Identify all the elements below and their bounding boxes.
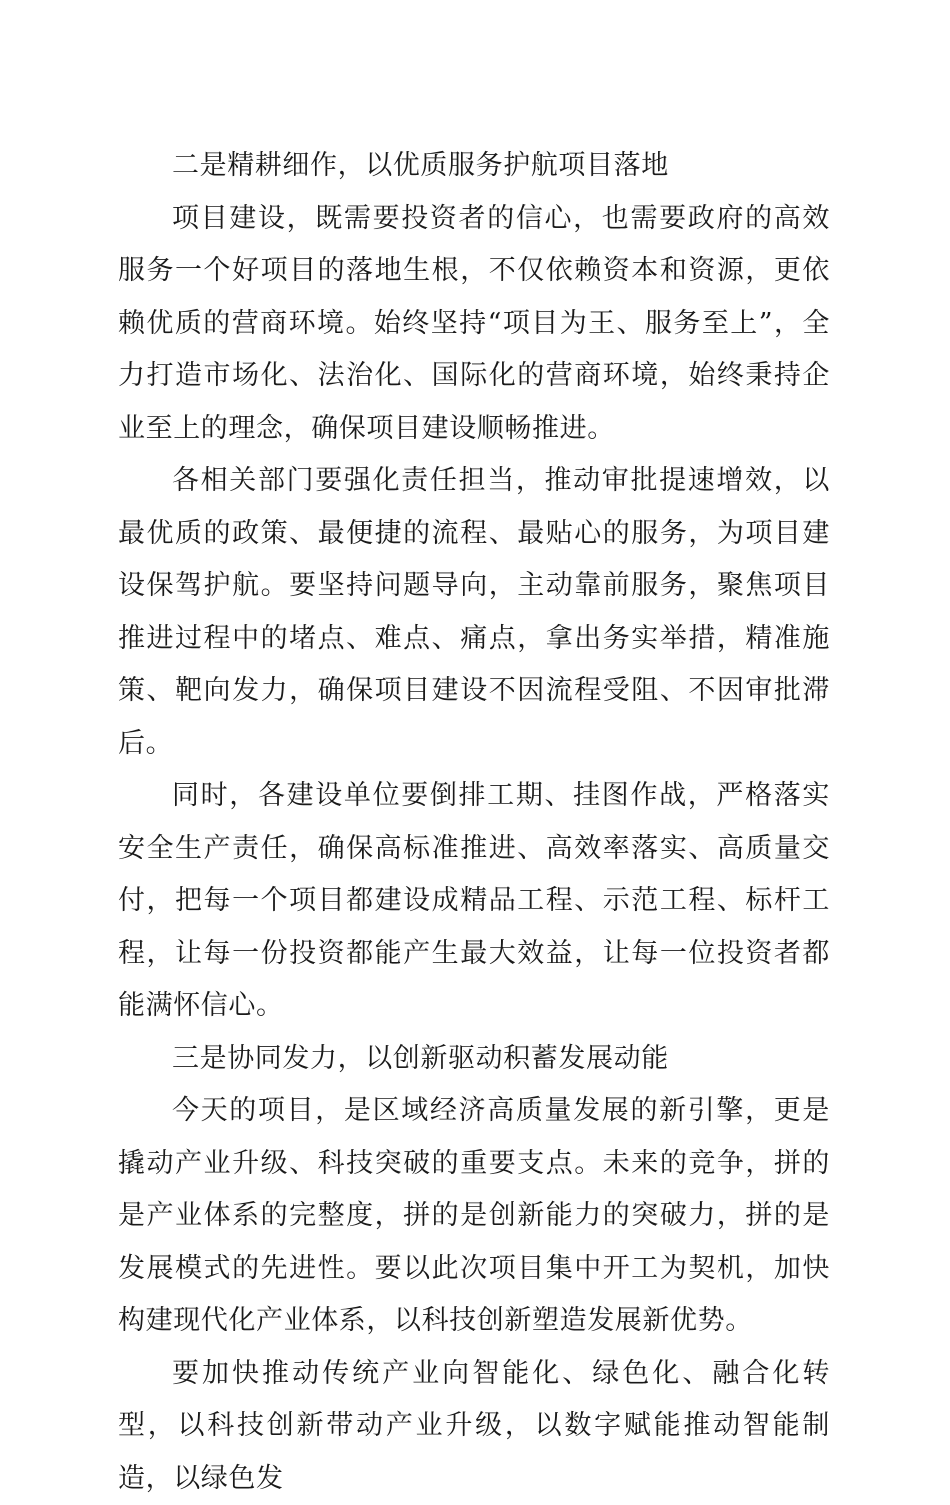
paragraph-departments-responsibility: 各相关部门要强化责任担当，推动审批提速增效，以最优质的政策、最便捷的流程、最贴心的服务，为项目建设保驾护航。要坚持问题导向，主动靠前服务，聚焦项目推进过程中的堵点、难点、痛点，拿出务实举措，精准施策、靶向发力，确保项目建设不因流程受阻、不因审批滞后。 bbox=[118, 455, 830, 770]
paragraph-construction-units: 同时，各建设单位要倒排工期、挂图作战，严格落实安全生产责任，确保高标准推进、高效率落实、高质量交付，把每一个项目都建设成精品工程、示范工程、标杆工程，让每一份投资都能产生最大效益，让每一位投资者都能满怀信心。 bbox=[118, 770, 830, 1033]
paragraph-industry-transformation: 要加快推动传统产业向智能化、绿色化、融合化转型，以科技创新带动产业升级，以数字赋能推动智能制造，以绿色发 bbox=[118, 1348, 830, 1505]
paragraph-project-service: 项目建设，既需要投资者的信心，也需要政府的高效服务一个好项目的落地生根，不仅依赖资本和资源，更依赖优质的营商环境。始终坚持“项目为王、服务至上”，全力打造市场化、法治化、国际化的营商环境，始终秉持企业至上的理念，确保项目建设顺畅推进。 bbox=[118, 193, 830, 456]
section-heading-3: 三是协同发力，以创新驱动积蓄发展动能 bbox=[118, 1033, 830, 1086]
section-heading-2: 二是精耕细作，以优质服务护航项目落地 bbox=[118, 140, 830, 193]
document-body bbox=[118, 140, 830, 1505]
paragraph-innovation-engine: 今天的项目，是区域经济高质量发展的新引擎，更是撬动产业升级、科技突破的重要支点。未来的竞争，拼的是产业体系的完整度，拼的是创新能力的突破力，拼的是发展模式的先进性。要以此次项目集中开工为契机，加快构建现代化产业体系，以科技创新塑造发展新优势。 bbox=[118, 1085, 830, 1348]
